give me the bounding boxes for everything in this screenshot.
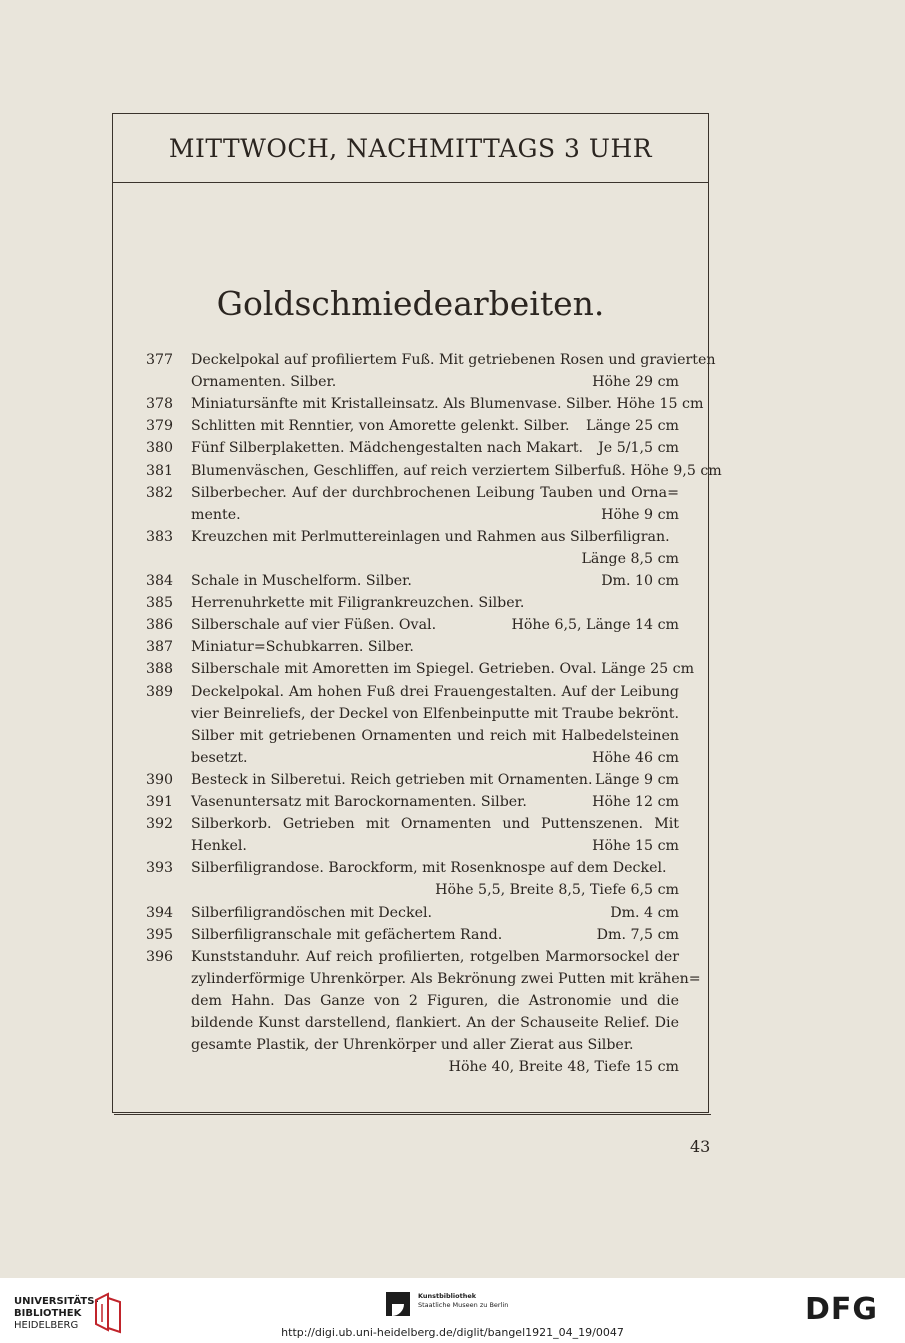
item-text-continued: vier Beinreliefs, der Deckel von Elfenbeinputte mit Traube bekrönt. bbox=[191, 705, 679, 722]
item-measure: Dm. 7,5 cm bbox=[596, 926, 679, 943]
item-text: Silberschale auf vier Füßen. Oval. bbox=[191, 617, 437, 634]
item-measure: Höhe 46 cm bbox=[592, 749, 679, 766]
item-text-continued: zylinderförmige Uhrenkörper. Als Bekrönung zwei Putten mit krähen= bbox=[191, 970, 701, 987]
header-title: MITTWOCH, NACHMITTAGS 3 UHR bbox=[168, 134, 653, 163]
item-measure: Länge 8,5 cm bbox=[581, 550, 679, 567]
item-text: Schale in Muschelform. Silber. bbox=[191, 573, 412, 589]
item-number: 377 bbox=[146, 352, 174, 368]
item-text: Silberfiligrandöschen mit Deckel. bbox=[191, 904, 433, 921]
item-number: 388 bbox=[146, 661, 174, 678]
item-text: Fünf Silberplaketten. Mädchengestalten nach Makart. bbox=[191, 440, 584, 457]
item-text-continued: Silber mit getriebenen Ornamenten und reich mit Halbedelsteinen bbox=[191, 727, 679, 744]
item-number: 395 bbox=[146, 926, 174, 943]
item-number: 394 bbox=[146, 904, 174, 921]
item-text: Silberfiligranschale mit gefächertem Rand. bbox=[191, 926, 503, 943]
item-number: 386 bbox=[146, 617, 174, 634]
item-text: Kunststanduhr. Auf reich profilierten, rotgelben Marmorsockel der bbox=[191, 948, 679, 965]
item-text-continued: Henkel. bbox=[191, 838, 247, 855]
item-number: 381 bbox=[146, 462, 174, 479]
item-number: 396 bbox=[146, 948, 174, 965]
item-text: Kreuzchen mit Perlmuttereinlagen und Rahmen aus Silberfiligran. bbox=[191, 528, 670, 545]
header-box bbox=[113, 114, 708, 183]
item-measure: Länge 25 cm bbox=[586, 418, 679, 435]
item-number: 387 bbox=[146, 639, 174, 656]
item-text-continued: dem Hahn. Das Ganze von 2 Figuren, die Astronomie und die bbox=[191, 992, 679, 1009]
item-measure: Höhe 9 cm bbox=[601, 506, 679, 523]
frame-double-rule bbox=[114, 1114, 711, 1115]
item-text: Silberkorb. Getrieben mit Ornamenten und Puttenszenen. Mit bbox=[191, 816, 679, 833]
kunstbibliothek-text bbox=[418, 1292, 508, 1310]
item-number: 390 bbox=[146, 771, 174, 788]
item-text-continued: Ornamenten. Silber. bbox=[191, 374, 337, 391]
item-text: Silberfiligrandose. Barockform, mit Rosenknospe auf dem Deckel. bbox=[191, 860, 667, 877]
item-text-continued: gesamte Plastik, der Uhrenkörper und aller Zierat aus Silber. bbox=[191, 1037, 634, 1054]
dfg-logo: DFG bbox=[805, 1292, 879, 1327]
item-number: 383 bbox=[146, 528, 174, 545]
item-text: Blumenväschen, Geschliffen, auf reich verziertem Silberfuß. Höhe 9,5 cm bbox=[191, 462, 722, 479]
section-title: Goldschmiedearbeiten. bbox=[216, 284, 605, 323]
item-number: 392 bbox=[146, 816, 174, 833]
item-text-continued: bildende Kunst darstellend, flankiert. An der Schauseite Relief. Die bbox=[191, 1015, 679, 1031]
ub-line1: UNIVERSITÄTS- bbox=[14, 1296, 99, 1307]
item-text: Miniatur=Schubkarren. Silber. bbox=[191, 639, 414, 656]
item-measure: Dm. 4 cm bbox=[610, 904, 679, 921]
item-text-continued: mente. bbox=[191, 506, 241, 523]
item-text-continued: besetzt. bbox=[191, 749, 248, 766]
item-text: Deckelpokal. Am hohen Fuß drei Frauengestalten. Auf der Leibung bbox=[191, 683, 679, 700]
item-measure: Höhe 40, Breite 48, Tiefe 15 cm bbox=[448, 1059, 679, 1076]
item-text: Deckelpokal auf profiliertem Fuß. Mit getriebenen Rosen und gravierten bbox=[191, 352, 716, 368]
kunstbibliothek-logo-icon bbox=[386, 1292, 410, 1316]
item-number: 393 bbox=[146, 860, 174, 877]
item-measure: Höhe 15 cm bbox=[592, 838, 679, 855]
item-measure: Höhe 5,5, Breite 8,5, Tiefe 6,5 cm bbox=[435, 882, 679, 899]
item-measure: Höhe 12 cm bbox=[592, 794, 679, 810]
footer-bar bbox=[0, 1278, 905, 1343]
kb-line1: Kunstbibliothek bbox=[418, 1292, 477, 1300]
item-number: 379 bbox=[146, 418, 174, 435]
item-number: 385 bbox=[146, 595, 174, 612]
item-measure: Länge 9 cm bbox=[595, 771, 679, 788]
item-measure: Dm. 10 cm bbox=[601, 573, 679, 589]
item-measure: Höhe 29 cm bbox=[592, 374, 679, 391]
ub-line3: HEIDELBERG bbox=[14, 1320, 79, 1331]
item-number: 382 bbox=[146, 484, 174, 501]
item-measure: Je 5/1,5 cm bbox=[598, 440, 679, 457]
item-measure: Höhe 6,5, Länge 14 cm bbox=[511, 617, 679, 634]
item-number: 380 bbox=[146, 440, 174, 457]
item-text: Silberschale mit Amoretten im Spiegel. Getrieben. Oval. Länge 25 cm bbox=[191, 661, 695, 678]
item-number: 391 bbox=[146, 794, 174, 810]
item-text: Silberbecher. Auf der durchbrochenen Leibung Tauben und Orna= bbox=[191, 484, 679, 501]
source-url-link[interactable]: http://digi.ub.uni-heidelberg.de/diglit/bangel1921_04_19/0047 bbox=[281, 1326, 624, 1339]
item-text: Herrenuhrkette mit Filigrankreuzchen. Silber. bbox=[191, 595, 525, 612]
item-number: 389 bbox=[146, 683, 174, 700]
kb-line2: Staatliche Museen zu Berlin bbox=[418, 1301, 509, 1309]
item-text: Besteck in Silberetui. Reich getrieben mit Ornamenten. bbox=[191, 771, 593, 788]
item-text: Schlitten mit Renntier, von Amorette gelenkt. Silber. bbox=[191, 418, 570, 435]
item-text: Vasenuntersatz mit Barockornamenten. Silber. bbox=[191, 794, 527, 810]
page-number: 43 bbox=[690, 1137, 711, 1156]
ub-line2: BIBLIOTHEK bbox=[14, 1308, 82, 1319]
item-number: 378 bbox=[146, 396, 174, 413]
item-text: Miniatursänfte mit Kristalleinsatz. Als Blumenvase. Silber. Höhe 15 cm bbox=[191, 396, 704, 413]
item-number: 384 bbox=[146, 573, 174, 589]
